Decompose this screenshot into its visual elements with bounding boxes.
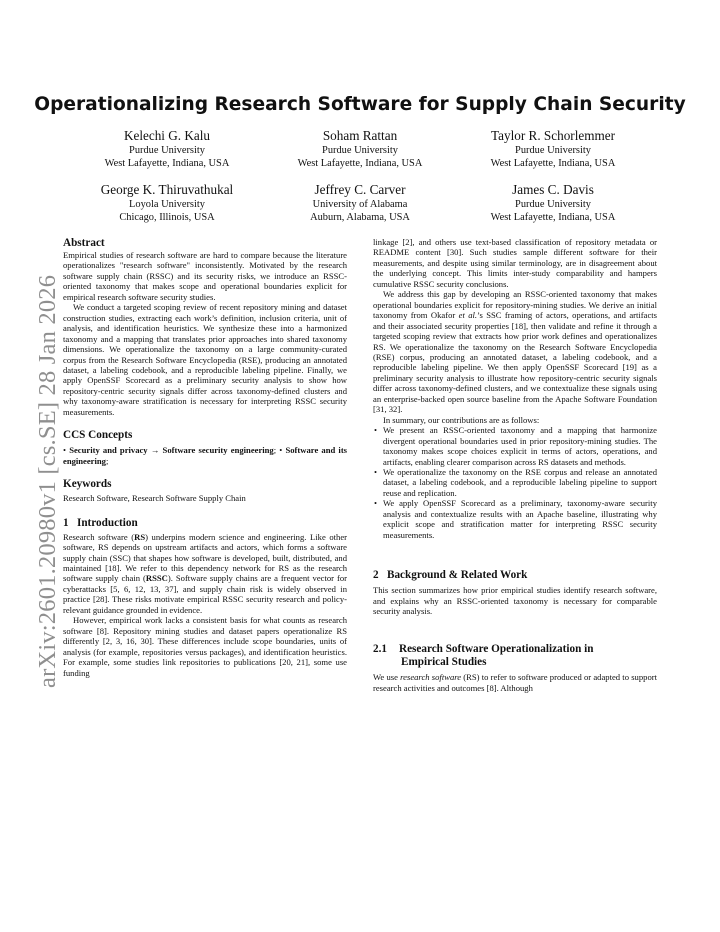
- ccs-separator: ;: [105, 455, 109, 466]
- author-name: Jeffrey C. Carver: [314, 182, 406, 197]
- arxiv-identifier-stamp: arXiv:2601.20980v1 [cs.SE] 28 Jan 2026: [34, 274, 61, 688]
- keywords-text: Research Software, Research Software Supply Chain: [63, 493, 246, 504]
- intro-text: ) underpins modern science and engineering. Like other software, RS depends on upstream artifacts and actors, which forms a software supply chain (SSC) that shapes how software is developed, built, distributed, and maintained [18]. We refer to this dependency network for RS as the research software supply chain (: [63, 531, 347, 584]
- subsection-text: We use: [373, 672, 401, 683]
- author-location: Chicago, Illinois, USA: [119, 212, 215, 224]
- author-block: [443, 182, 663, 225]
- author-block: [250, 128, 470, 171]
- introduction-heading: 1 Introduction: [63, 516, 138, 529]
- author-name: George K. Thiruvathukal: [100, 182, 234, 197]
- ccs-bullet: •: [63, 445, 67, 456]
- author-block: [250, 182, 470, 225]
- author-location: Auburn, Alabama, USA: [310, 212, 410, 224]
- intro-paragraph: [63, 532, 347, 616]
- intro-text: Research software (: [63, 531, 135, 542]
- intro-paragraph: [373, 289, 657, 414]
- ccs-bullet: •: [279, 445, 283, 456]
- background-heading: 2 Background & Related Work: [373, 569, 528, 582]
- ccs-concepts: [63, 445, 347, 466]
- ccs-concept: Security and privacy: [69, 445, 148, 456]
- subsection-title: Empirical Studies: [401, 655, 487, 668]
- author-location: West Lafayette, Indiana, USA: [490, 212, 616, 224]
- author-name: Soham Rattan: [322, 128, 398, 143]
- author-location: West Lafayette, Indiana, USA: [104, 158, 230, 170]
- author-affiliation: Purdue University: [129, 145, 205, 156]
- author-affiliation: Purdue University: [515, 199, 591, 210]
- term-emphasis: research software: [400, 672, 462, 683]
- author-name: Taylor R. Schorlemmer: [491, 128, 615, 143]
- author-block: [57, 182, 277, 225]
- author-name: James C. Davis: [512, 182, 594, 197]
- abstract-heading: Abstract: [63, 237, 105, 249]
- intro-paragraph: linkage [2], and others use text-based classification of repository metadata or README content [30]. Such studies sample different software for their measurements, and despite using similar terminology, are in disagreement about the underlying concept. This limits inter-study comparability and hampers cumulative RSSC security conclusions.: [373, 237, 657, 289]
- ccs-separator: ;: [273, 445, 277, 456]
- abstract-paragraph: Empirical studies of research software are hard to compare because the literature operationalizes "research software" inconsistently. Motivated by the research software supply chain (RSSC) and its security risks, we introduce an RSSC-oriented taxonomy that makes scope and operational boundaries explicit for empirical research software security studies.: [63, 250, 347, 302]
- rs-abbrev: RS: [134, 531, 146, 542]
- author-location: West Lafayette, Indiana, USA: [490, 158, 616, 170]
- contribution-item: • We present an RSSC-oriented taxonomy and a mapping that harmonize divergent operational boundaries used in prior repository-mining studies. The taxonomy makes scope choices explicit in terms of actors, operations, and artifacts, enabling clearer comparison across RS datasets and methods.: [383, 425, 657, 467]
- contribution-item: • We apply OpenSSF Scorecard as a preliminary, taxonomy-aware security analysis and contextualize results with an Apache baseline, illustrating why explicit scope and stratification matter for interpreting RSSC security measurements.: [383, 498, 657, 540]
- author-affiliation: Purdue University: [515, 145, 591, 156]
- intro-text: ’s SSC framing of actors, operations, and artifacts and their associated security properties [18], then validate and refine it through a targeted scoping review that extracts how prior work defines and operationalizes RS. We operationalize the taxonomy on the Research Software Encyclopedia (RSE) corpus, producing an annotated dataset, a labeling codebook, and a reproducible labeling pipeline. We then apply OpenSSF Scorecard [19] as a preliminary security analysis to illustrate how repository-centric security signals differ across taxonomy-defined clusters, and we contextualize these signals using an enterprise-backed open source baseline from the Apache Software Foundation [31, 32].: [373, 310, 658, 415]
- author-name: Kelechi G. Kalu: [123, 128, 211, 143]
- author-block: [443, 128, 663, 171]
- intro-paragraph: However, empirical work lacks a consistent basis for what counts as research software [8]. Repository mining studies and dataset papers operationalize RS differently [2, 3, 16, 30]. These differences include scope boundaries, units of analysis (for example, repositories versus packages), and identification heuristics. For example, some studies link repositories to publications [20, 21], some use funding: [63, 615, 347, 678]
- author-affiliation: Loyola University: [129, 199, 205, 210]
- ccs-concept: Software security engineering: [162, 445, 274, 456]
- keywords-heading: Keywords: [63, 478, 112, 491]
- ccs-concept: Software and its engineering: [63, 445, 348, 466]
- subsection-title: Research Software Operationalization in: [399, 642, 594, 655]
- left-column: [63, 236, 347, 678]
- et-al: et al.: [458, 310, 478, 321]
- subsection-text: (RS) to refer to software produced or adapted to support research activities and outcomes [8]. Although: [373, 672, 657, 693]
- subsection-number: 2.1: [373, 642, 387, 655]
- rssc-abbrev: RSSC: [145, 573, 168, 584]
- abstract-paragraph: We conduct a targeted scoping review of recent repository mining and dataset construction studies, extracting each work’s definition, inclusion criteria, unit of analysis, and identification heuristics. We synthesize these into a harmonized taxonomy and a mapping that translates prior approaches into shared taxonomy dimensions. We operationalize the taxonomy on a large community-curated corpus from the Research Software Encyclopedia (RSE), producing an annotated dataset, a labeling codebook, and a reproducible labeling pipeline. Finally, we apply OpenSSF Scorecard as a preliminary security analysis to show how repository-centric security signals differ across taxonomy-defined clusters and why taxonomy-aware stratification is necessary for interpreting RSSC security measurements.: [63, 302, 347, 417]
- author-location: West Lafayette, Indiana, USA: [297, 158, 423, 170]
- subsection-paragraph: [373, 672, 657, 693]
- subsection-heading: [373, 643, 657, 670]
- author-block: [57, 128, 277, 171]
- author-affiliation: University of Alabama: [312, 199, 408, 210]
- right-column: [373, 237, 657, 693]
- contribution-item: • We operationalize the taxonomy on the RSE corpus and release an annotated dataset, a labeling codebook, and a reproducible labeling pipeline to support reuse and replication.: [383, 467, 657, 498]
- contributions-list: [373, 425, 657, 540]
- author-affiliation: Purdue University: [322, 145, 398, 156]
- ccs-arrow: →: [150, 445, 160, 456]
- background-paragraph: This section summarizes how prior empirical studies identify research software, and explains why an RSSC-oriented taxonomy is necessary for comparable security analysis.: [373, 585, 657, 617]
- contributions-lead: In summary, our contributions are as follows:: [383, 414, 540, 425]
- intro-text: We address this gap by developing an RSSC-oriented taxonomy that makes operational boundaries explicit for repository-mining studies. We derive an initial taxonomy from Okafor: [373, 289, 657, 321]
- paper-title: Operationalizing Research Software for Supply Chain Security: [34, 94, 686, 115]
- ccs-heading: CCS Concepts: [63, 429, 133, 442]
- intro-text: ). Software supply chains are a frequent vector for cyberattacks [5, 6, 12, 13, 37], and supply chain risk is widely observed in practice [28]. These risks motivate empirical RSSC security research and policy-relevant guidance grounded in evidence.: [63, 573, 347, 615]
